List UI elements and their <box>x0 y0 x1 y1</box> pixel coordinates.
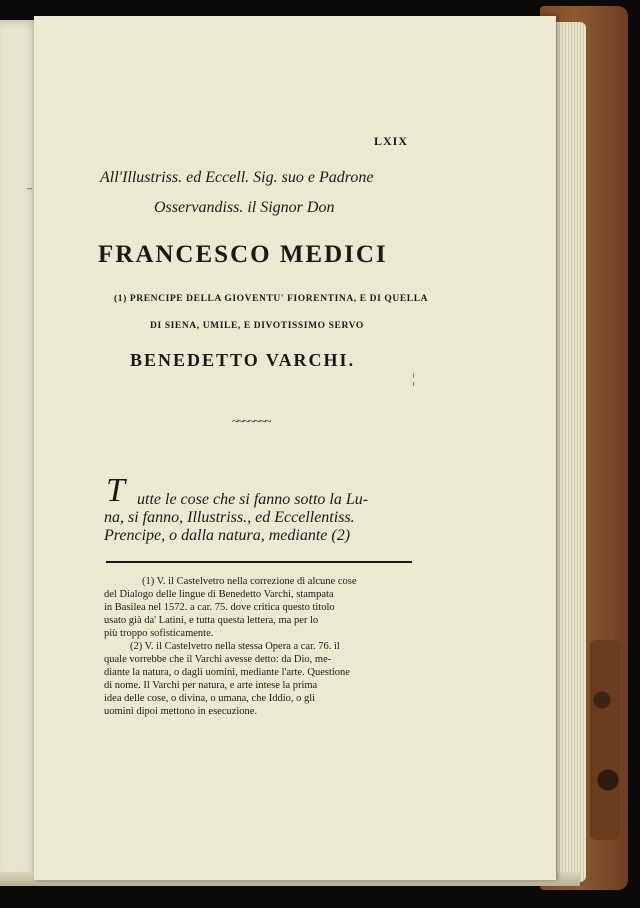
footnote-line: uomini dipoi mettono in esecuzione. <box>104 706 258 717</box>
page-folio: LXIX <box>374 134 409 148</box>
subtitle-line-1: (1) PRENCIPE DELLA GIOVENTU' FIORENTINA, E DI QUELLA <box>114 294 429 304</box>
footnote-line: in Basilea nel 1572. a car. 75. dove critica questo titolo <box>104 602 335 613</box>
body-line-3: Prencipe, o dalla natura, mediante (2) <box>104 527 351 544</box>
margin-mark: ¦ <box>412 372 415 387</box>
footnote-line: usato già da' Latini, e tutta questa lettera, ma per lo <box>104 615 319 626</box>
footnote-line: di nome. Il Varchi per natura, e arte intese la prima <box>104 680 318 691</box>
footnote-line: del Dialogo delle lingue di Benedetto Varchi, stampata <box>104 589 334 600</box>
author-name: BENEDETTO VARCHI. <box>130 350 356 370</box>
footnote-line: più troppo sofisticamente. <box>104 628 214 639</box>
book-page <box>26 16 556 880</box>
ornament-divider: ~~~~~~~ <box>232 414 271 428</box>
footnote-line: quale vorrebbe che il Varchi avesse detto: da Dio, me- <box>104 654 332 665</box>
recipient-name: FRANCESCO MEDICI <box>98 241 388 268</box>
footnote-line: idea delle cose, o divina, o umana, che Iddio, o gli <box>104 693 316 704</box>
body-line-2: na, si fanno, Illustriss., ed Eccellentiss. <box>104 509 355 526</box>
footnote-line: (2) V. il Castelvetro nella stessa Opera a car. 76. il <box>130 641 340 652</box>
drop-cap: T <box>106 472 125 509</box>
margin-mark: ⁻ <box>26 185 34 200</box>
footnote-line: diante la natura, o dagli uomini, mediante l'arte. Questione <box>104 667 350 678</box>
footnote-rule <box>106 561 412 563</box>
body-line-1: utte le cose che si fanno sotto la Lu- <box>137 491 369 508</box>
dedication-line-2: Osservandiss. il Signor Don <box>154 199 335 216</box>
cover-marbling <box>590 640 620 840</box>
footnote-line: (1) V. il Castelvetro nella correzione di alcune cose <box>142 576 357 587</box>
dedication-line-1: All'Illustriss. ed Eccell. Sig. suo e Padrone <box>100 169 374 186</box>
subtitle-line-2: DI SIENA, UMILE, E DIVOTISSIMO SERVO <box>150 321 364 331</box>
